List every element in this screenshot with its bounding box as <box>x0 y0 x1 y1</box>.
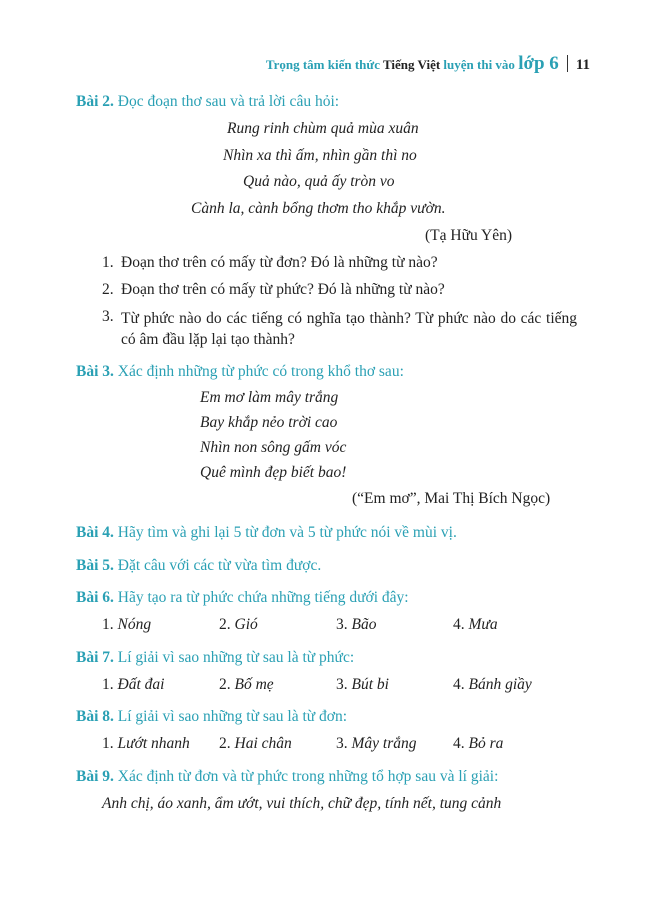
exercise-8-prompt: Lí giải vì sao những từ sau là từ đơn: <box>117 708 348 725</box>
exercise-4-label: Bài 4. <box>76 524 114 541</box>
word-item: 4. Bỏ ra <box>453 735 504 752</box>
exercise-7-heading <box>76 649 354 667</box>
word-item-word: Lướt nhanh <box>117 735 190 752</box>
exercise-3-prompt: Xác định những từ phức có trong khổ thơ sau: <box>117 363 404 380</box>
exercise-6-label: Bài 6. <box>76 589 114 606</box>
exercise-2-label: Bài 2. <box>76 93 114 110</box>
word-item: 1. Nóng <box>102 616 152 633</box>
exercise-3-poem-line: Em mơ làm mây trắng <box>200 389 339 406</box>
word-item-word: Hai chân <box>234 735 292 752</box>
header-title-part1: Trọng tâm kiến thức <box>265 57 383 72</box>
exercise-8-heading <box>76 708 347 726</box>
header-title-part4: lớp 6 <box>518 53 559 74</box>
exercise-5-prompt: Đặt câu với các từ vừa tìm được. <box>117 557 322 574</box>
header-title-part2: Tiếng Việt <box>382 57 441 72</box>
exercise-3-poem-line: Bay khắp nẻo trời cao <box>200 414 338 431</box>
question-text: Đoạn thơ trên có mấy từ phức? Đó là những từ nào? <box>121 281 445 298</box>
exercise-2-poem-line: Nhìn xa thì ấm, nhìn gần thì no <box>223 147 417 164</box>
word-item: 2. Gió <box>219 616 258 633</box>
word-item-word: Bão <box>351 616 377 633</box>
question-text: Từ phức nào do các tiếng có nghĩa tạo thành? Từ phức nào do các tiếng có âm đầu lặp lại tạo thành? <box>121 310 577 348</box>
exercise-2-poem-line: Quả nào, quả ấy tròn vo <box>243 173 395 190</box>
exercise-5-label: Bài 5. <box>76 557 114 574</box>
exercise-3-heading <box>76 363 404 381</box>
exercise-9-words: Anh chị, áo xanh, ẩm ướt, vui thích, chữ đẹp, tính nết, tung cảnh <box>102 795 502 812</box>
word-item-word: Bố mẹ <box>234 676 274 693</box>
exercise-4-heading <box>76 524 457 542</box>
exercise-2-poem-line: Cành la, cành bổng thơm tho khắp vườn. <box>191 200 446 217</box>
word-item: 1. Lướt nhanh <box>102 735 190 752</box>
exercise-4-prompt: Hãy tìm và ghi lại 5 từ đơn và 5 từ phức nói về mùi vị. <box>117 524 457 541</box>
header-divider <box>567 55 568 72</box>
exercise-8-label: Bài 8. <box>76 708 114 725</box>
word-item: 3. Mây trắng <box>336 735 417 752</box>
word-item: 4. Bánh giầy <box>453 676 532 693</box>
word-item: 2. Hai chân <box>219 735 292 752</box>
exercise-2-prompt: Đọc đoạn thơ sau và trả lời câu hỏi: <box>117 93 340 110</box>
word-item: 3. Bão <box>336 616 377 633</box>
word-item: 1. Đất đai <box>102 676 165 693</box>
exercise-2-heading <box>76 93 339 111</box>
exercise-7-prompt: Lí giải vì sao những từ sau là từ phức: <box>117 649 355 666</box>
exercise-9-prompt: Xác định từ đơn và từ phức trong những tổ hợp sau và lí giải: <box>117 768 499 785</box>
exercise-5-heading <box>76 557 321 575</box>
exercise-9-label: Bài 9. <box>76 768 114 785</box>
exercise-9-heading <box>76 768 498 786</box>
word-item-word: Bánh giầy <box>468 676 532 693</box>
exercise-3-label: Bài 3. <box>76 363 114 380</box>
word-item-word: Mưa <box>468 616 498 633</box>
exercise-3-poem-line: Quê mình đẹp biết bao! <box>200 464 347 481</box>
word-item: 2. Bố mẹ <box>219 676 274 693</box>
exercise-6-heading <box>76 589 409 607</box>
word-item: 3. Bút bi <box>336 676 389 693</box>
header-title-part3: luyện thi vào <box>440 57 519 72</box>
exercise-2-poem-line: Rung rinh chùm quả mùa xuân <box>227 120 419 137</box>
word-item-word: Bỏ ra <box>468 735 504 752</box>
word-item-word: Bút bi <box>351 676 389 693</box>
question-number: 1. <box>102 254 114 271</box>
exercise-3-poem-line: Nhìn non sông gấm vóc <box>200 439 347 456</box>
exercise-7-label: Bài 7. <box>76 649 114 666</box>
question-text: Đoạn thơ trên có mấy từ đơn? Đó là những từ nào? <box>121 254 438 271</box>
exercise-6-prompt: Hãy tạo ra từ phức chứa những tiếng dưới đây: <box>117 589 409 606</box>
word-item-word: Đất đai <box>117 676 165 693</box>
word-item: 4. Mưa <box>453 616 498 633</box>
page-number: 11 <box>575 57 590 73</box>
exercise-2-author: (Tạ Hữu Yên) <box>425 227 513 244</box>
question-number: 3. <box>102 308 114 325</box>
running-header <box>266 53 590 75</box>
question-number: 2. <box>102 281 114 298</box>
exercise-3-author: (“Em mơ”, Mai Thị Bích Ngọc) <box>352 490 551 507</box>
word-item-word: Mây trắng <box>351 735 417 752</box>
word-item-word: Nóng <box>117 616 152 633</box>
word-item-word: Gió <box>234 616 258 633</box>
